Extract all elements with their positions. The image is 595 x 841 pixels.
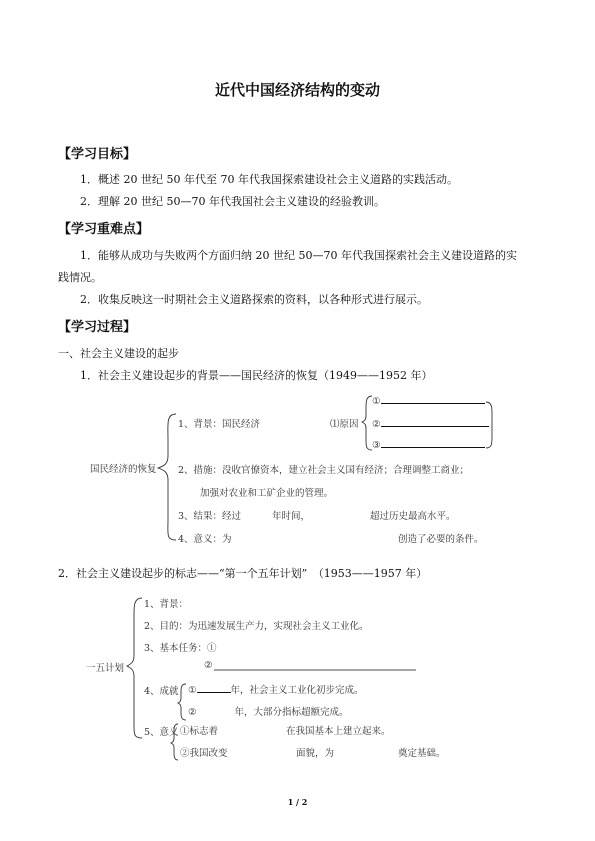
plan-significance-1: ①标志着 bbox=[180, 726, 219, 737]
key-point-item-1-cont: 践情况。 bbox=[58, 271, 102, 284]
plan-background: 1、背景： bbox=[144, 599, 189, 610]
goals-heading: 【学习目标】 bbox=[58, 147, 137, 162]
key-point-item-1: 1．能够从成功与失败两个方面归纳 20 世纪 50—70 年代我国探索社会主义建设道路的实 bbox=[80, 249, 517, 262]
reason-3-num: ③ bbox=[372, 440, 381, 451]
diagram-1-root: 国民经济的恢复 bbox=[90, 464, 157, 475]
diagram-1-significance: 4、意义：为 bbox=[178, 534, 232, 545]
diagram-1-measures: 2、措施：没收官僚资本，建立社会主义国有经济；合理调整工商业； bbox=[178, 465, 470, 476]
diagram-1-measures-cont: 加强对农业和工矿企业的管理。 bbox=[200, 488, 334, 499]
achievement-1-num: ① bbox=[188, 685, 197, 696]
goal-item-1: 1．概述 20 世纪 50 年代至 70 年代我国探索建设社会主义道路的实践活动。 bbox=[80, 173, 458, 186]
achievement-2-text: 年，大部分指标超额完成。 bbox=[234, 707, 349, 718]
diagram-1-result: 3、结果：经过 bbox=[178, 511, 242, 522]
diagram-1-result-mid: 年时间， bbox=[272, 511, 311, 522]
achievement-2-num: ② bbox=[188, 707, 197, 718]
page-number: 1 / 2 bbox=[287, 797, 308, 807]
page-title: 近代中国经济结构的变动 bbox=[214, 81, 380, 99]
diagram-1-reason-label: ⑴原因 bbox=[330, 419, 359, 430]
plan-achievement-2 bbox=[188, 704, 349, 718]
plan-significance-2-end: 奠定基础。 bbox=[398, 748, 446, 759]
plan-significance: 5、意义 bbox=[144, 727, 179, 738]
diagram-1-significance-end: 创造了必要的条件。 bbox=[398, 534, 484, 545]
diagram-1-background: 1、背景：国民经济 bbox=[178, 419, 261, 430]
plan-task-2: ② bbox=[204, 660, 213, 671]
achievement-1-text: 年，社会主义工业化初步完成。 bbox=[230, 685, 364, 696]
plan-significance-1-end: 在我国基本上建立起来。 bbox=[286, 726, 391, 737]
plan-tasks: 3、基本任务：① bbox=[144, 643, 217, 654]
subsection-1-heading: 1．社会主义建设起步的背景——国民经济的恢复（1949——1952 年） bbox=[80, 369, 433, 382]
process-heading: 【学习过程】 bbox=[58, 320, 137, 335]
plan-significance-2: ②我国改变 bbox=[180, 748, 228, 759]
diagram-2-root: 一五计划 bbox=[86, 663, 125, 674]
plan-significance-2-mid: 面貌，为 bbox=[296, 748, 335, 759]
key-point-item-2: 2．收集反映这一时期社会主义道路探索的资料，以各种形式进行展示。 bbox=[80, 293, 428, 306]
reason-2-num: ② bbox=[372, 419, 381, 430]
diagram-1-result-end: 超过历史最高水平。 bbox=[370, 511, 456, 522]
reason-1-num: ① bbox=[372, 396, 381, 407]
subsection-2-heading: 2．社会主义建设起步的标志——“第一个五年计划” （1953——1957 年） bbox=[58, 567, 428, 580]
plan-purpose: 2、目的：为迅速发展生产力，实现社会主义工业化。 bbox=[144, 621, 369, 632]
part-1-heading: 一、社会主义建设的起步 bbox=[58, 347, 179, 360]
goal-item-2: 2．理解 20 世纪 50—70 年代我国社会主义建设的经验教训。 bbox=[80, 195, 385, 208]
plan-achievement-1 bbox=[188, 682, 364, 696]
achievement-1-blank[interactable] bbox=[197, 682, 231, 693]
plan-achievements: 4、成就 bbox=[144, 686, 179, 697]
key-points-heading: 【学习重难点】 bbox=[58, 222, 150, 237]
